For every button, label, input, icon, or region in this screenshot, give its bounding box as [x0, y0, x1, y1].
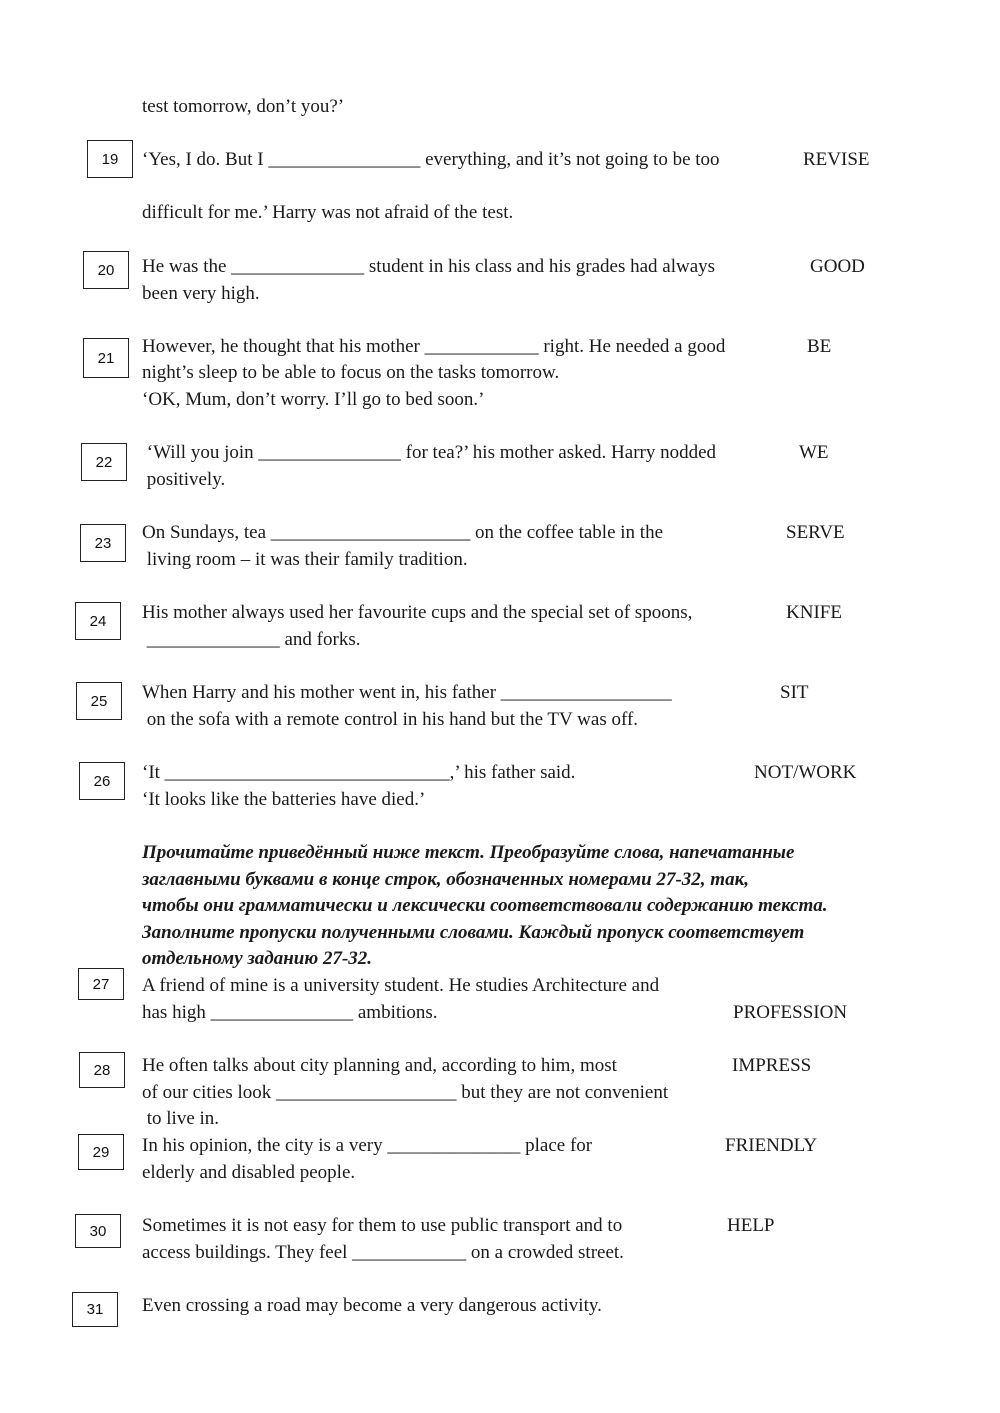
continuation-line: test tomorrow, don’t you?’	[142, 96, 345, 117]
task-text-line: He often talks about city planning and, according to him, most	[142, 1055, 617, 1076]
task-text-line: He was the ______________ student in his class and his grades had always	[142, 256, 716, 277]
task-text-line: ‘Yes, I do. But I ________________ everything, and it’s not going to be too	[142, 149, 720, 170]
task-keyword: WE	[799, 442, 829, 463]
instruction-line: заглавными буквами в конце строк, обозначенных номерами 27-32, так,	[142, 868, 749, 890]
task-text-line: of our cities look ___________________ but they are not convenient	[142, 1082, 669, 1103]
instruction-line: Прочитайте приведённый ниже текст. Преобразуйте слова, напечатанные	[142, 842, 795, 863]
task-text-line: elderly and disabled people.	[142, 1162, 356, 1183]
task-text-line: access buildings. They feel ____________ on a crowded street.	[142, 1242, 624, 1263]
task-number-box: 24	[75, 602, 121, 640]
task-number-box: 26	[79, 762, 125, 800]
task-number-box: 30	[75, 1214, 121, 1248]
task-text-line: In his opinion, the city is a very ______________ place for	[142, 1135, 593, 1156]
task-keyword: PROFESSION	[733, 1002, 848, 1023]
task-keyword: HELP	[727, 1215, 775, 1236]
task-text-line: to live in.	[142, 1108, 220, 1129]
task-keyword: REVISE	[803, 149, 870, 170]
task-text-line: ______________ and forks.	[142, 629, 361, 650]
task-number-box: 20	[83, 251, 129, 289]
task-text-line: Even crossing a road may become a very dangerous activity.	[142, 1295, 602, 1316]
task-text-line: His mother always used her favourite cups and the special set of spoons,	[142, 602, 693, 623]
task-number-box: 31	[72, 1292, 118, 1327]
task-text-line: ‘OK, Mum, don’t worry. I’ll go to bed soon.’	[142, 389, 485, 410]
task-text-line: on the sofa with a remote control in his hand but the TV was off.	[142, 709, 639, 730]
task-number-box: 25	[76, 682, 122, 720]
task-text-line: difficult for me.’ Harry was not afraid of the test.	[142, 202, 514, 223]
task-text-line: Sometimes it is not easy for them to use public transport and to	[142, 1215, 623, 1236]
instruction-text	[142, 840, 902, 973]
task-number-box: 28	[79, 1052, 125, 1088]
task-number-box: 22	[81, 443, 127, 481]
task-number-box: 27	[78, 968, 124, 1000]
task-number-box: 29	[78, 1134, 124, 1170]
instruction-line: Заполните пропуски полученными словами. Каждый пропуск соответствует	[142, 921, 805, 943]
task-text-line: has high _______________ ambitions.	[142, 1002, 438, 1023]
task-number-box: 21	[83, 338, 129, 378]
task-text-line: On Sundays, tea _____________________ on the coffee table in the	[142, 522, 663, 543]
task-keyword: IMPRESS	[732, 1055, 812, 1076]
task-text-line: been very high.	[142, 283, 260, 304]
task-number-box: 23	[80, 524, 126, 562]
task-text-line: However, he thought that his mother ____________ right. He needed a good	[142, 336, 726, 357]
instruction-line: отдельному заданию 27-32.	[142, 948, 373, 969]
task-text-line: When Harry and his mother went in, his father __________________	[142, 682, 672, 703]
instruction-line: чтобы они грамматически и лексически соответствовали содержанию текста.	[142, 895, 828, 916]
task-keyword: GOOD	[810, 256, 865, 277]
task-keyword: SERVE	[786, 522, 845, 543]
task-text-line: living room – it was their family tradition.	[142, 549, 468, 570]
task-keyword: NOT/WORK	[754, 762, 857, 783]
task-keyword: BE	[807, 336, 832, 357]
task-text-line: ‘It ______________________________,’ his father said.	[142, 762, 576, 783]
task-text-line: positively.	[142, 469, 226, 490]
task-text-line: A friend of mine is a university student. He studies Architecture and	[142, 975, 660, 996]
task-text-line: ‘Will you join _______________ for tea?’ his mother asked. Harry nodded	[142, 442, 717, 463]
task-keyword: KNIFE	[786, 602, 842, 623]
task-text-line: ‘It looks like the batteries have died.’	[142, 789, 426, 810]
task-keyword: FRIENDLY	[725, 1135, 818, 1156]
task-text-line: night’s sleep to be able to focus on the tasks tomorrow.	[142, 362, 560, 383]
task-number-box: 19	[87, 140, 133, 178]
task-keyword: SIT	[780, 682, 809, 703]
